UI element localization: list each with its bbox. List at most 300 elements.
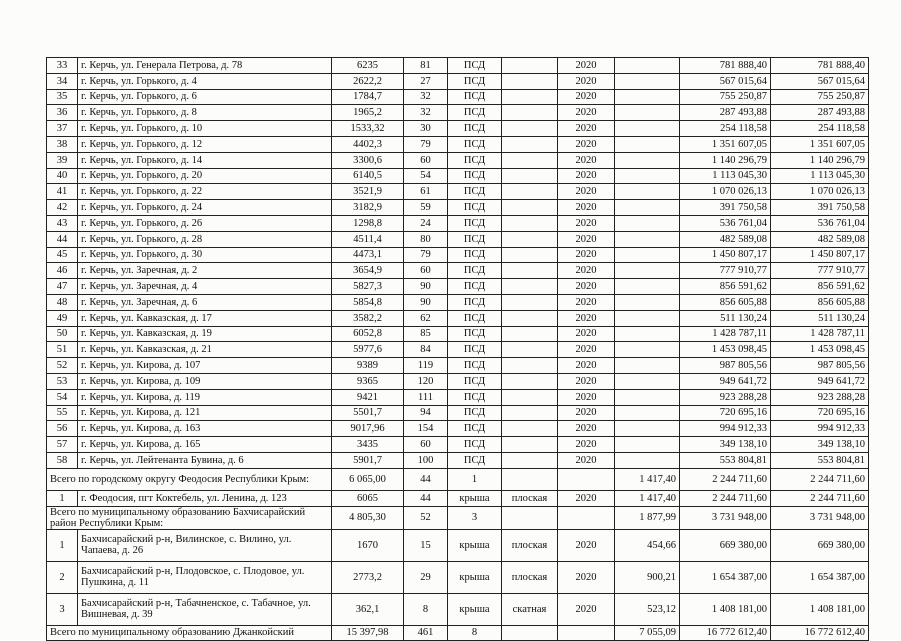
cell-year: 2020 — [558, 263, 615, 279]
cell-total: 567 015,64 — [771, 73, 869, 89]
cell-roof-type — [502, 358, 558, 374]
cell-row-number: 42 — [47, 200, 78, 216]
cell-row-number: 49 — [47, 310, 78, 326]
cell-address: г. Керчь, ул. Горького, д. 30 — [78, 247, 332, 263]
cell-roof-area — [615, 421, 680, 437]
cell-address: г. Керчь, ул. Заречная, д. 2 — [78, 263, 332, 279]
cell-row-number: 45 — [47, 247, 78, 263]
cell-area: 9421 — [332, 389, 404, 405]
cell-roof-area — [615, 184, 680, 200]
cell-roof-type — [502, 247, 558, 263]
table-row — [47, 437, 869, 453]
cell-work-type: ПСД — [448, 136, 502, 152]
cell-work-type: крыша — [448, 561, 502, 593]
cell-row-number: 39 — [47, 152, 78, 168]
table-row — [47, 561, 869, 593]
cell-residents: 94 — [404, 405, 448, 421]
cell-cost: 1 113 045,30 — [680, 168, 771, 184]
cell-total: 856 605,88 — [771, 294, 869, 310]
dzhankoy-section — [47, 625, 869, 641]
cell-roof-area — [615, 247, 680, 263]
cell-residents: 15 — [404, 529, 448, 561]
cell-total: 1 070 026,13 — [771, 184, 869, 200]
cell-work-type: ПСД — [448, 294, 502, 310]
cell-address: г. Керчь, ул. Горького, д. 22 — [78, 184, 332, 200]
cell-year: 2020 — [558, 561, 615, 593]
cell-roof-area — [615, 200, 680, 216]
cell-row-number: 57 — [47, 437, 78, 453]
cell-roof-type — [502, 105, 558, 121]
cell-cost: 1 140 296,79 — [680, 152, 771, 168]
table-row — [47, 89, 869, 105]
cell-roof-area — [615, 168, 680, 184]
table-row — [47, 358, 869, 374]
cell-total: 391 750,58 — [771, 200, 869, 216]
cell-area: 5827,3 — [332, 279, 404, 295]
cell-work-type: ПСД — [448, 358, 502, 374]
cell-work-type: ПСД — [448, 247, 502, 263]
table-row — [47, 405, 869, 421]
cell-residents: 29 — [404, 561, 448, 593]
cell-address: г. Керчь, ул. Кирова, д. 163 — [78, 421, 332, 437]
cell-row-number: 55 — [47, 405, 78, 421]
cell-roof-area — [615, 342, 680, 358]
cell-roof-area — [615, 215, 680, 231]
cell-residents: 24 — [404, 215, 448, 231]
cell-roof-type — [502, 405, 558, 421]
cell-roof-type — [502, 452, 558, 468]
cell-row-number: 36 — [47, 105, 78, 121]
cell-area: 5501,7 — [332, 405, 404, 421]
cell-total: 536 761,04 — [771, 215, 869, 231]
table-row — [47, 73, 869, 89]
cell-work-type: ПСД — [448, 200, 502, 216]
cell-address: г. Керчь, ул. Кавказская, д. 17 — [78, 310, 332, 326]
subtotal-residents: 44 — [404, 468, 448, 490]
cell-total: 553 804,81 — [771, 452, 869, 468]
cell-roof-type — [502, 168, 558, 184]
table-row — [47, 421, 869, 437]
cell-roof-area: 900,21 — [615, 561, 680, 593]
cell-address: г. Керчь, ул. Кавказская, д. 21 — [78, 342, 332, 358]
cell-roof-type — [502, 200, 558, 216]
cell-residents: 62 — [404, 310, 448, 326]
cell-cost: 1 654 387,00 — [680, 561, 771, 593]
cell-total: 1 113 045,30 — [771, 168, 869, 184]
cell-year: 2020 — [558, 389, 615, 405]
cell-row-number: 38 — [47, 136, 78, 152]
cell-year: 2020 — [558, 152, 615, 168]
cell-work-type: ПСД — [448, 421, 502, 437]
cell-row-number: 35 — [47, 89, 78, 105]
cell-total: 949 641,72 — [771, 373, 869, 389]
cell-year: 2020 — [558, 200, 615, 216]
subtotal-cost: 2 244 711,60 — [680, 468, 771, 490]
cell-cost: 511 130,24 — [680, 310, 771, 326]
cell-area: 6140,5 — [332, 168, 404, 184]
cell-roof-area — [615, 358, 680, 374]
subtotal-bakhchisaray-row: Всего по муниципальному образованию Бахчисарайский район Республики Крым: 4 805,30 52 3 1 877,99 3 731 948,00 3 731 948,00 — [47, 506, 869, 529]
cell-area: 3182,9 — [332, 200, 404, 216]
cell-roof-type — [502, 215, 558, 231]
cell-work-type: ПСД — [448, 152, 502, 168]
cell-row-number: 44 — [47, 231, 78, 247]
cell-roof-type — [502, 421, 558, 437]
cell-residents: 60 — [404, 152, 448, 168]
cell-roof-type — [502, 389, 558, 405]
cell-area: 3582,2 — [332, 310, 404, 326]
cell-address: г. Керчь, ул. Кавказская, д. 19 — [78, 326, 332, 342]
cell-cost: 856 591,62 — [680, 279, 771, 295]
cell-address: г. Керчь, ул. Горького, д. 26 — [78, 215, 332, 231]
cell-area: 5854,8 — [332, 294, 404, 310]
subtotal-feodosia-row — [47, 468, 869, 490]
cell-work-type: ПСД — [448, 263, 502, 279]
cell-total: 482 589,08 — [771, 231, 869, 247]
cell-area: 1784,7 — [332, 89, 404, 105]
subtotal-sq: 1 417,40 — [615, 468, 680, 490]
cell-row-number: 1 — [47, 529, 78, 561]
cell-area: 5977,6 — [332, 342, 404, 358]
cell-row-number: 33 — [47, 58, 78, 74]
cell-cost: 1 453 098,45 — [680, 342, 771, 358]
cell-total: 777 910,77 — [771, 263, 869, 279]
table-row — [47, 263, 869, 279]
cell-address: г. Керчь, ул. Горького, д. 20 — [78, 168, 332, 184]
cell-area: 9389 — [332, 358, 404, 374]
cell-address: г. Керчь, ул. Горького, д. 10 — [78, 121, 332, 137]
cell-address: Бахчисарайский р-н, Табачненское, с. Табачное, ул. Вишневая, д. 39 — [78, 593, 332, 625]
cell-roof-type: скатная — [502, 593, 558, 625]
table-row — [47, 326, 869, 342]
cell-address: г. Керчь, ул. Горького, д. 6 — [78, 89, 332, 105]
cell-total: 287 493,88 — [771, 105, 869, 121]
cell-work-type: ПСД — [448, 58, 502, 74]
cell-residents: 90 — [404, 294, 448, 310]
cell-address: г. Керчь, ул. Лейтенанта Бувина, д. 6 — [78, 452, 332, 468]
cell-work-type: ПСД — [448, 405, 502, 421]
cell-residents: 81 — [404, 58, 448, 74]
cell-area: 4511,4 — [332, 231, 404, 247]
cell-cost: 1 351 607,05 — [680, 136, 771, 152]
cell-area: 6235 — [332, 58, 404, 74]
cell-roof-area — [615, 373, 680, 389]
cell-year: 2020 — [558, 231, 615, 247]
cell-total: 994 912,33 — [771, 421, 869, 437]
cell-address: г. Керчь, ул. Горького, д. 4 — [78, 73, 332, 89]
cell-year: 2020 — [558, 593, 615, 625]
cell-work-type: ПСД — [448, 105, 502, 121]
cell-roof-area — [615, 326, 680, 342]
cell-work-type: ПСД — [448, 326, 502, 342]
table-row — [47, 593, 869, 625]
cell-year: 2020 — [558, 73, 615, 89]
cell-roof-area — [615, 231, 680, 247]
cell-area: 4473,1 — [332, 247, 404, 263]
table-row — [47, 136, 869, 152]
cell-work-type: ПСД — [448, 310, 502, 326]
cell-work-type: ПСД — [448, 389, 502, 405]
cell-year: 2020 — [558, 136, 615, 152]
cell-row-number: 56 — [47, 421, 78, 437]
cell-work-type: ПСД — [448, 342, 502, 358]
cell-year: 2020 — [558, 105, 615, 121]
cell-work-type: ПСД — [448, 279, 502, 295]
cell-work-type: ПСД — [448, 373, 502, 389]
cell-cost: 669 380,00 — [680, 529, 771, 561]
cell-year: 2020 — [558, 247, 615, 263]
cell-roof-area — [615, 152, 680, 168]
cell-area: 5901,7 — [332, 452, 404, 468]
cell-row-number: 48 — [47, 294, 78, 310]
cell-address: г. Керчь, ул. Заречная, д. 6 — [78, 294, 332, 310]
cell-year: 2020 — [558, 437, 615, 453]
cell-row-number: 34 — [47, 73, 78, 89]
cell-residents: 120 — [404, 373, 448, 389]
cell-work-type: ПСД — [448, 231, 502, 247]
cell-residents: 60 — [404, 263, 448, 279]
cell-roof-type — [502, 437, 558, 453]
cell-roof-type — [502, 73, 558, 89]
cell-row-number: 37 — [47, 121, 78, 137]
cell-year: 2020 — [558, 358, 615, 374]
cell-total: 1 450 807,17 — [771, 247, 869, 263]
cell-residents: 119 — [404, 358, 448, 374]
cell-total: 720 695,16 — [771, 405, 869, 421]
cell-residents: 54 — [404, 168, 448, 184]
cell-residents: 61 — [404, 184, 448, 200]
cell-area: 6052,8 — [332, 326, 404, 342]
cell-work-type: ПСД — [448, 437, 502, 453]
cell-address: г. Керчь, ул. Кирова, д. 121 — [78, 405, 332, 421]
cell-area: 3521,9 — [332, 184, 404, 200]
cell-year: 2020 — [558, 215, 615, 231]
cell-year: 2020 — [558, 529, 615, 561]
cell-cost: 536 761,04 — [680, 215, 771, 231]
cell-roof-type — [502, 184, 558, 200]
cell-roof-type — [502, 279, 558, 295]
subtotal-count: 1 — [448, 468, 502, 490]
cell-total: 669 380,00 — [771, 529, 869, 561]
cell-roof-type — [502, 373, 558, 389]
cell-cost: 923 288,28 — [680, 389, 771, 405]
cell-area: 362,1 — [332, 593, 404, 625]
subtotal-label: Всего по муниципальному образованию Джанкойский — [47, 625, 332, 641]
cell-year: 2020 — [558, 373, 615, 389]
table-row — [47, 342, 869, 358]
cell-address: г. Керчь, ул. Кирова, д. 165 — [78, 437, 332, 453]
cell-row-number: 43 — [47, 215, 78, 231]
cell-total: 1 140 296,79 — [771, 152, 869, 168]
cell-residents: 111 — [404, 389, 448, 405]
cell-address: г. Керчь, ул. Горького, д. 28 — [78, 231, 332, 247]
cell-roof-type — [502, 89, 558, 105]
cell-roof-type — [502, 136, 558, 152]
cell-row-number: 58 — [47, 452, 78, 468]
cell-address: г. Керчь, ул. Кирова, д. 107 — [78, 358, 332, 374]
cell-cost: 349 138,10 — [680, 437, 771, 453]
cell-total: 987 805,56 — [771, 358, 869, 374]
cell-area: 2773,2 — [332, 561, 404, 593]
cell-residents: 154 — [404, 421, 448, 437]
subtotal-dzhankoy-row: Всего по муниципальному образованию Джанкойский 15 397,98 461 8 7 055,09 16 772 612,40 16 772 612,40 — [47, 625, 869, 641]
cell-row-number: 52 — [47, 358, 78, 374]
table-row — [47, 105, 869, 121]
cell-row-number: 2 — [47, 561, 78, 593]
cell-cost: 391 750,58 — [680, 200, 771, 216]
cell-total: 254 118,58 — [771, 121, 869, 137]
cell-roof-area — [615, 89, 680, 105]
cell-cost: 1 428 787,11 — [680, 326, 771, 342]
table-row — [47, 231, 869, 247]
subtotal-total: 2 244 711,60 — [771, 468, 869, 490]
cell-row-number: 50 — [47, 326, 78, 342]
cell-roof-type — [502, 263, 558, 279]
cell-roof-type: плоская — [502, 529, 558, 561]
cell-residents: 32 — [404, 89, 448, 105]
cell-year: 2020 — [558, 89, 615, 105]
cell-residents: 79 — [404, 136, 448, 152]
cell-area: 3654,9 — [332, 263, 404, 279]
cell-row-number: 40 — [47, 168, 78, 184]
cell-row-number: 3 — [47, 593, 78, 625]
cell-year: 2020 — [558, 184, 615, 200]
cell-area: 9365 — [332, 373, 404, 389]
cell-roof-type — [502, 326, 558, 342]
cell-work-type: ПСД — [448, 184, 502, 200]
cell-area: 3435 — [332, 437, 404, 453]
cell-address: г. Керчь, ул. Заречная, д. 4 — [78, 279, 332, 295]
cell-year: 2020 — [558, 452, 615, 468]
cell-address: г. Керчь, ул. Горького, д. 24 — [78, 200, 332, 216]
cell-total: 1 408 181,00 — [771, 593, 869, 625]
table-row — [47, 184, 869, 200]
cell-roof-type — [502, 121, 558, 137]
cell-roof-area — [615, 73, 680, 89]
cell-cost: 1 070 026,13 — [680, 184, 771, 200]
cell-address: г. Керчь, ул. Генерала Петрова, д. 78 — [78, 58, 332, 74]
cell-area: 1965,2 — [332, 105, 404, 121]
cell-year: 2020 — [558, 168, 615, 184]
cell-residents: 90 — [404, 279, 448, 295]
cell-roof-type — [502, 342, 558, 358]
table-row — [47, 247, 869, 263]
cell-roof-type — [502, 152, 558, 168]
cell-row-number: 41 — [47, 184, 78, 200]
cell-cost: 987 805,56 — [680, 358, 771, 374]
table-row — [47, 121, 869, 137]
cell-residents: 32 — [404, 105, 448, 121]
cell-roof-area — [615, 294, 680, 310]
cell-total: 511 130,24 — [771, 310, 869, 326]
cell-cost: 781 888,40 — [680, 58, 771, 74]
cell-roof-area — [615, 310, 680, 326]
cell-cost: 777 910,77 — [680, 263, 771, 279]
cell-year: 2020 — [558, 58, 615, 74]
table-row — [47, 389, 869, 405]
cell-roof-type: плоская — [502, 561, 558, 593]
cell-area: 1298,8 — [332, 215, 404, 231]
cell-cost: 755 250,87 — [680, 89, 771, 105]
cell-roof-type — [502, 294, 558, 310]
cell-cost: 1 408 181,00 — [680, 593, 771, 625]
cell-cost: 287 493,88 — [680, 105, 771, 121]
cell-roof-area — [615, 389, 680, 405]
subtotal-label: Всего по муниципальному образованию Бахчисарайский район Республики Крым: — [47, 506, 332, 529]
cell-row-number: 51 — [47, 342, 78, 358]
cell-area: 4402,3 — [332, 136, 404, 152]
cell-area: 9017,96 — [332, 421, 404, 437]
cell-total: 781 888,40 — [771, 58, 869, 74]
cell-total: 923 288,28 — [771, 389, 869, 405]
cell-work-type: ПСД — [448, 89, 502, 105]
cell-cost: 567 015,64 — [680, 73, 771, 89]
cell-work-type: ПСД — [448, 121, 502, 137]
register-rows — [47, 58, 869, 469]
cell-area: 2622,2 — [332, 73, 404, 89]
cell-year: 2020 — [558, 121, 615, 137]
table-row — [47, 152, 869, 168]
cell-address: г. Керчь, ул. Горького, д. 8 — [78, 105, 332, 121]
cell-area: 3300,6 — [332, 152, 404, 168]
cell-cost: 254 118,58 — [680, 121, 771, 137]
cell-row-number: 53 — [47, 373, 78, 389]
cell-roof-area — [615, 452, 680, 468]
cell-address: г. Керчь, ул. Кирова, д. 109 — [78, 373, 332, 389]
cell-area: 1533,32 — [332, 121, 404, 137]
cell-year: 2020 — [558, 294, 615, 310]
register-table — [46, 57, 869, 641]
cell-residents: 80 — [404, 231, 448, 247]
cell-total: 856 591,62 — [771, 279, 869, 295]
table-row — [47, 310, 869, 326]
cell-cost: 856 605,88 — [680, 294, 771, 310]
cell-year: 2020 — [558, 405, 615, 421]
cell-roof-area — [615, 121, 680, 137]
table-row — [47, 200, 869, 216]
cell-work-type: ПСД — [448, 215, 502, 231]
cell-cost: 720 695,16 — [680, 405, 771, 421]
cell-residents: 27 — [404, 73, 448, 89]
cell-roof-area: 454,66 — [615, 529, 680, 561]
cell-work-type: ПСД — [448, 168, 502, 184]
cell-residents: 59 — [404, 200, 448, 216]
cell-row-number: 54 — [47, 389, 78, 405]
cell-work-type: крыша — [448, 529, 502, 561]
cell-year: 2020 — [558, 421, 615, 437]
subtotal-label: Всего по городскому округу Феодосия Республики Крым: — [47, 468, 332, 490]
cell-roof-area — [615, 58, 680, 74]
cell-address: г. Керчь, ул. Горького, д. 14 — [78, 152, 332, 168]
cell-roof-area — [615, 437, 680, 453]
cell-row-number: 46 — [47, 263, 78, 279]
cell-roof-area — [615, 105, 680, 121]
cell-total: 349 138,10 — [771, 437, 869, 453]
cell-roof-area — [615, 136, 680, 152]
cell-roof-type — [502, 231, 558, 247]
cell-roof-type — [502, 58, 558, 74]
cell-roof-type — [502, 310, 558, 326]
cell-year: 2020 — [558, 279, 615, 295]
cell-cost: 994 912,33 — [680, 421, 771, 437]
cell-residents: 79 — [404, 247, 448, 263]
table-row — [47, 294, 869, 310]
table-row — [47, 529, 869, 561]
cell-roof-area — [615, 279, 680, 295]
cell-roof-area — [615, 405, 680, 421]
table-row: 1 г. Феодосия, пгт Коктебель, ул. Ленина, д. 123 6065 44 крыша плоская 2020 1 417,40 2 244 711,60 2 244 711,60 — [47, 490, 869, 506]
cell-residents: 60 — [404, 437, 448, 453]
